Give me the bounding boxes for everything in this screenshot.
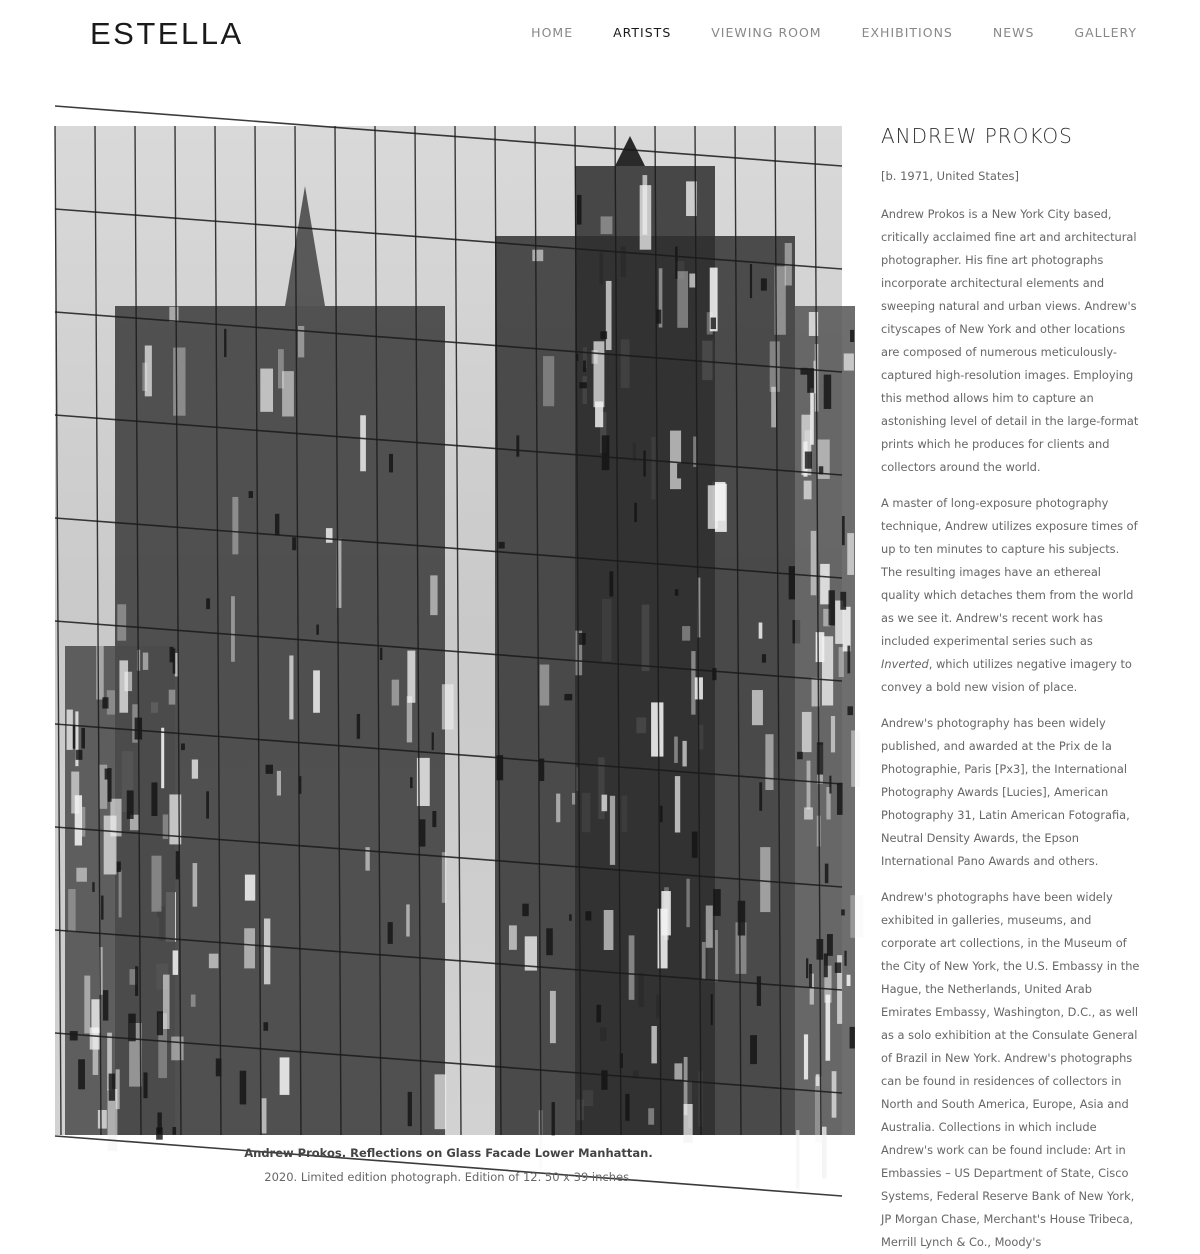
artist-birth: [b. 1971, United States] [881,169,1020,183]
nav-exhibitions[interactable]: EXHIBITIONS [861,25,953,40]
nav-home[interactable]: HOME [531,25,574,40]
site-header [0,0,1200,80]
caption-title: Andrew Prokos. Reflections on Glass Facade Lower Manhattan. [244,1146,653,1160]
site-logo[interactable]: ESTELLA [90,16,244,51]
nav-artists[interactable]: ARTISTS [613,25,672,40]
artist-bio [881,124,1143,1254]
artwork-image[interactable] [55,126,842,1135]
artist-name: ANDREW PROKOS [881,124,1073,148]
series-title: Inverted [881,657,929,671]
artwork-photo [55,126,842,1135]
nav-viewing-room[interactable]: VIEWING ROOM [711,25,822,40]
nav-news[interactable]: NEWS [992,25,1035,40]
bio-paragraph: Andrew's photographs have been widely exhibited in galleries, museums, and corporate art collections, in the Museum of the City of New York, the U.S. Embassy in the Hague, the Netherlands, United Arab Emirates Embassy, Washington, D.C., as well as a solo exhibition at the Consulate General of Brazil in New York. Andrew's photographs can be found in residences of collectors in North and South America, Europe, Asia and Australia. Collections in which include Andrew's work can be found include: Art in Embassies – US Department of State, Cisco Systems, Federal Reserve Bank of New York, JP Morgan Chase, Merchant's House Tribeca, Merrill Lynch & Co., Moody's [881,890,1140,1249]
bio-paragraph: A master of long-exposure photography technique, Andrew utilizes exposure times of up to ten minutes to capture his subjects. The resulting images have an ethereal quality which detaches them from the world as we see it. Andrew's recent work has included experimental series such as Inverted, which utilizes negative imagery to convey a bold new vision of place. [881,496,1138,694]
caption-detail: 2020. Limited edition photograph. Edition of 12. 50 x 39 inches. [264,1170,633,1184]
main-nav [531,25,1137,40]
nav-gallery[interactable]: GALLERY [1074,25,1137,40]
artwork-caption [55,1146,842,1184]
bio-paragraph: Andrew's photography has been widely published, and awarded at the Prix de la Photographie, Paris [Px3], the International Photography Awards [Lucies], American Photography 31, Latin American Fotografia, Neutral Density Awards, the Epson International Pano Awards and others. [881,716,1130,868]
bio-paragraph: Andrew Prokos is a New York City based, critically acclaimed fine art and architectural photographer. His fine art photographs incorporate architectural elements and sweeping natural and urban views. Andrew's cityscapes of New York and other locations are composed of numerous meticulously-captured high-resolution images. Employing this method allows him to capture an astonishing level of detail in the large-format prints which he produces for clients and collectors around the world. [881,207,1139,474]
